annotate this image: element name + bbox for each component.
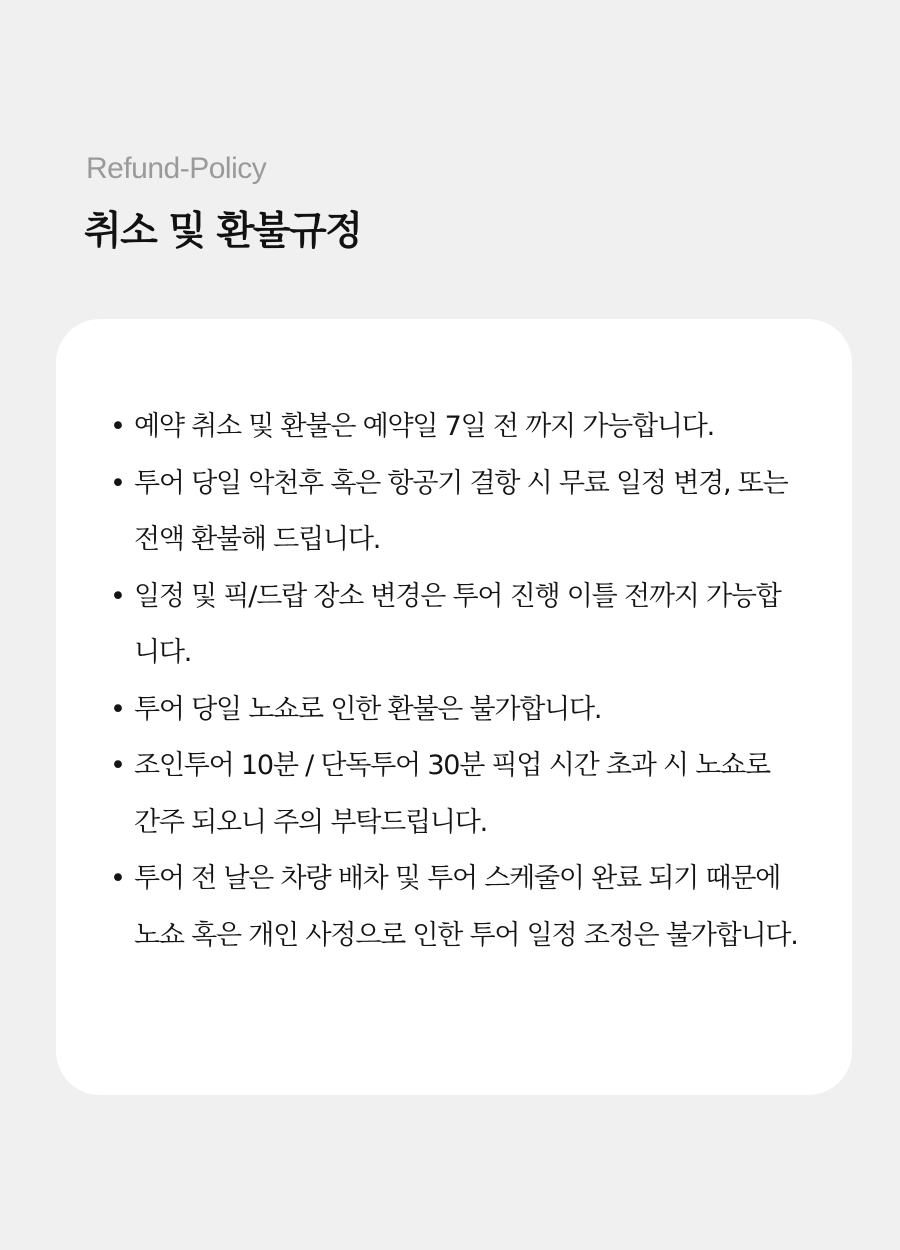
section-eyebrow: Refund-Policy bbox=[86, 152, 267, 185]
policy-item bbox=[56, 851, 852, 964]
bullet-icon: • bbox=[110, 411, 125, 442]
policy-item-text: 투어 전 날은 차량 배차 및 투어 스케줄이 완료 되기 때문에 노쇼 혹은 개인 사정으로 인한 투어 일정 조정은 불가합니다. bbox=[134, 863, 798, 951]
policy-item bbox=[56, 682, 852, 739]
policy-item-text: 투어 당일 노쇼로 인한 환불은 불가합니다. bbox=[134, 693, 602, 725]
bullet-icon: • bbox=[110, 580, 125, 612]
bullet-icon: • bbox=[110, 693, 125, 725]
policy-item bbox=[56, 569, 852, 682]
bullet-icon: • bbox=[110, 863, 125, 894]
policy-item-text: 투어 당일 악천후 혹은 항공기 결항 시 무료 일정 변경, 또는 전액 환불해 드립니다. bbox=[134, 467, 788, 555]
policy-item-text: 일정 및 픽/드랍 장소 변경은 투어 진행 이틀 전까지 가능합니다. bbox=[134, 580, 781, 668]
page-title: 취소 및 환불규정 bbox=[84, 209, 362, 254]
policy-list bbox=[56, 399, 852, 964]
bullet-icon: • bbox=[110, 467, 125, 499]
policy-item bbox=[56, 738, 852, 851]
policy-item-text: 조인투어 10분 / 단독투어 30분 픽업 시간 초과 시 노쇼로 간주 되오니 주의 부탁드립니다. bbox=[134, 750, 770, 838]
policy-item-text: 예약 취소 및 환불은 예약일 7일 전 까지 가능합니다. bbox=[134, 411, 715, 442]
policy-item bbox=[56, 456, 852, 569]
policy-card bbox=[56, 319, 852, 1095]
bullet-icon: • bbox=[110, 750, 125, 781]
policy-item bbox=[56, 399, 852, 456]
